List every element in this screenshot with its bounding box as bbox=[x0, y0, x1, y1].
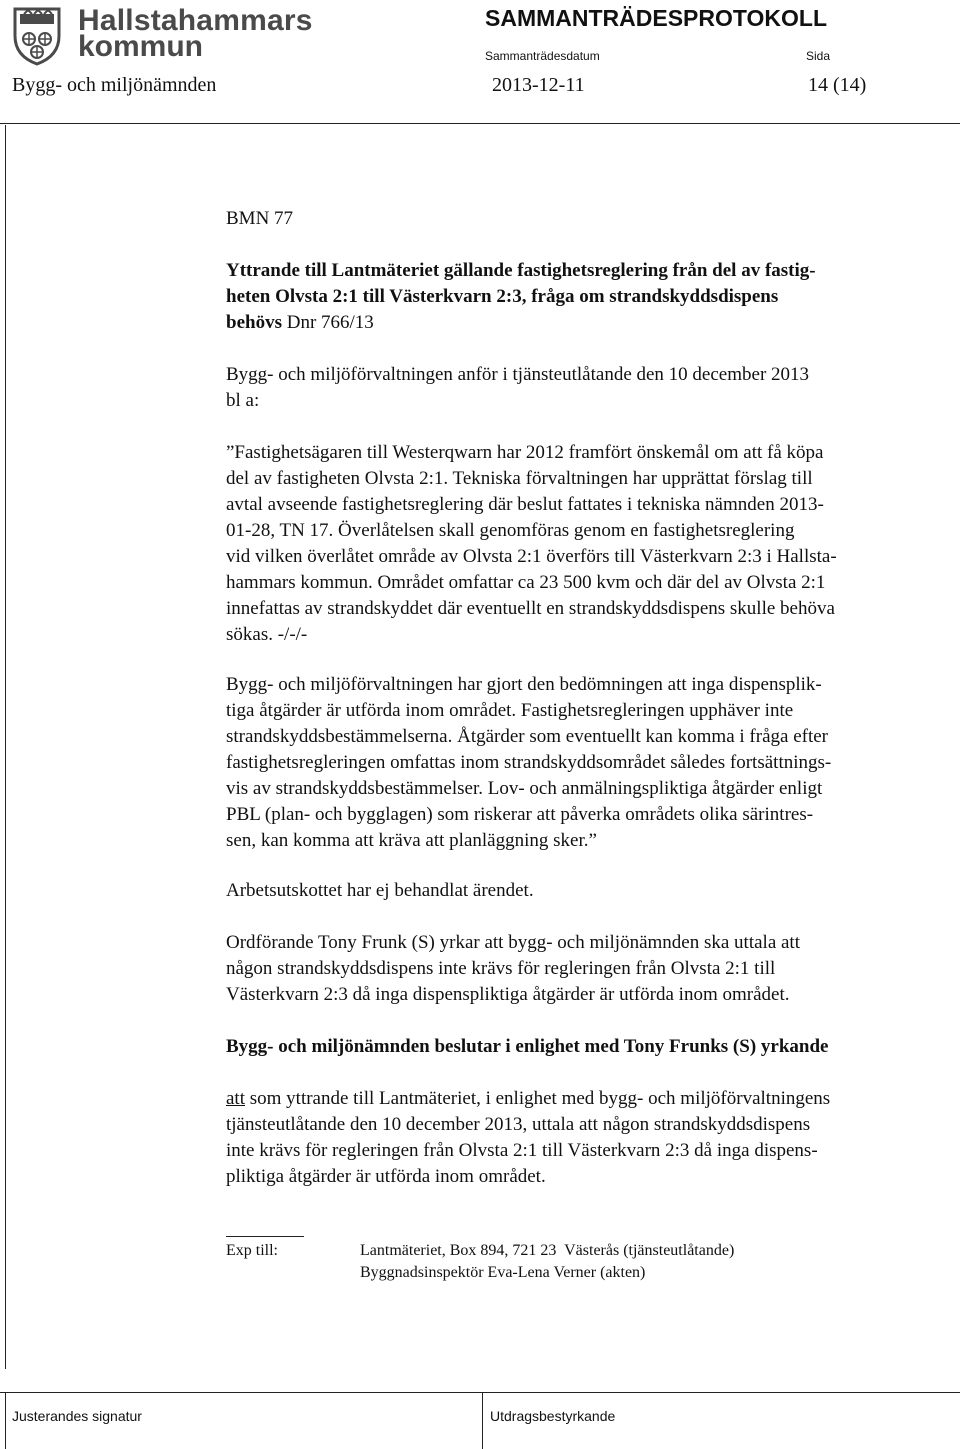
intro-paragraph bbox=[226, 362, 952, 414]
paragraph-line: strandskyddsbestämmelserna. Åtgärder som eventuellt kan komma i fråga efter bbox=[226, 726, 828, 747]
paragraph-line bbox=[226, 1086, 952, 1112]
paragraph-line: Västerkvarn 2:3 då inga dispenspliktiga åtgärder är utförda inom området. bbox=[226, 984, 790, 1005]
footer-middle-border bbox=[482, 1393, 483, 1449]
assessment-paragraph bbox=[226, 672, 952, 854]
section-title-line bbox=[226, 310, 952, 336]
section-title-line: Yttrande till Lantmäteriet gällande fastighetsreglering från del av fastig- bbox=[226, 260, 816, 281]
distribution-recipient: Lantmäteriet, Box 894, 721 23 Västerås (tjänsteutlåtande) bbox=[360, 1242, 735, 1259]
decision-first-line: som yttrande till Lantmäteriet, i enlighet med bygg- och miljöförvaltningens bbox=[245, 1088, 831, 1109]
paragraph-line: vid vilken överlåtet område av Olvsta 2:1 överförs till Västerkvarn 2:3 i Hallsta- bbox=[226, 546, 837, 567]
page-label: Sida bbox=[806, 49, 831, 63]
paragraph-line: pliktiga åtgärder är utförda inom området. bbox=[226, 1166, 546, 1187]
paragraph-line: Ordförande Tony Frunk (S) yrkar att bygg- och miljönämnden ska uttala att bbox=[226, 932, 800, 953]
section-title-line: heten Olvsta 2:1 till Västerkvarn 2:3, fråga om strandskyddsdispens bbox=[226, 286, 779, 307]
case-number: Dnr 766/13 bbox=[281, 312, 374, 333]
document-type-heading: SAMMANTRÄDESPROTOKOLL bbox=[485, 5, 828, 31]
paragraph-line: PBL (plan- och bygglagen) som riskerar att påverka områdets olika särintres- bbox=[226, 804, 814, 825]
paragraph-line: del av fastigheten Olvsta 2:1. Tekniska förvaltningen har upprättat förslag till bbox=[226, 468, 813, 489]
chair-motion-paragraph bbox=[226, 930, 952, 1008]
committee-name: Bygg- och miljönämnden bbox=[12, 74, 217, 96]
meeting-date-label: Sammanträdesdatum bbox=[485, 49, 600, 63]
signature-field-label: Justerandes signatur bbox=[12, 1408, 142, 1424]
left-margin-line bbox=[5, 125, 6, 1369]
distribution-rule bbox=[226, 1236, 304, 1237]
distribution-list bbox=[360, 1240, 734, 1284]
logo-wordmark-line1: Hallstahammars bbox=[78, 4, 313, 37]
section-title bbox=[226, 258, 952, 336]
section-number: BMN 77 bbox=[226, 208, 294, 229]
work-committee-note: Arbetsutskottet har ej behandlat ärendet. bbox=[226, 880, 534, 901]
paragraph-line: hammars kommun. Området omfattar ca 23 500 kvm och där del av Olvsta 2:1 bbox=[226, 572, 826, 593]
paragraph-line: 01-28, TN 17. Överlåtelsen skall genomföras genom en fastighetsreglering bbox=[226, 520, 795, 541]
decision-heading: Bygg- och miljönämnden beslutar i enlighet med Tony Frunks (S) yrkande bbox=[226, 1036, 829, 1057]
paragraph-line: fastighetsregleringen omfattas inom strandskyddsområdet således fortsättnings- bbox=[226, 752, 832, 773]
decision-att-keyword: att bbox=[226, 1088, 245, 1109]
decision-paragraph bbox=[226, 1086, 952, 1190]
paragraph-line: innefattas av strandskyddet där eventuellt en strandskyddsdispens skulle behöva bbox=[226, 598, 835, 619]
paragraph-line: inte krävs för regleringen från Olvsta 2:1 till Västerkvarn 2:3 då inga dispens- bbox=[226, 1140, 818, 1161]
paragraph-line: tiga åtgärder är utförda inom området. Fastighetsregleringen upphäver inte bbox=[226, 700, 794, 721]
paragraph-line: sökas. -/-/- bbox=[226, 624, 308, 645]
page-number: 14 (14) bbox=[808, 74, 867, 96]
distribution-recipient: Byggnadsinspektör Eva-Lena Verner (akten) bbox=[360, 1264, 646, 1281]
meeting-date: 2013-12-11 bbox=[492, 74, 585, 96]
logo-wordmark-line2: kommun bbox=[78, 30, 204, 63]
paragraph-line: avtal avseende fastighetsreglering där beslut fattates i tekniska nämnden 2013- bbox=[226, 494, 824, 515]
quoted-statement bbox=[226, 440, 952, 648]
distribution-label: Exp till: bbox=[226, 1242, 278, 1259]
paragraph-line: tjänsteutlåtande den 10 december 2013, uttala att någon strandskyddsdispens bbox=[226, 1114, 811, 1135]
certification-field-label: Utdragsbestyrkande bbox=[490, 1408, 616, 1424]
footer-left-border bbox=[5, 1393, 6, 1449]
paragraph-line: ”Fastighetsägaren till Westerqwarn har 2012 framfört önskemål om att få köpa bbox=[226, 442, 824, 463]
paragraph-line: sen, kan komma att kräva att planläggning sker.” bbox=[226, 830, 597, 851]
paragraph-line: vis av strandskyddsbestämmelser. Lov- och anmälningspliktiga åtgärder enligt bbox=[226, 778, 823, 799]
municipality-crest-logo bbox=[12, 6, 62, 66]
paragraph-line: Bygg- och miljöförvaltningen anför i tjänsteutlåtande den 10 december 2013 bbox=[226, 364, 810, 385]
header-divider bbox=[0, 123, 960, 124]
paragraph-line: någon strandskyddsdispens inte krävs för regleringen från Olvsta 2:1 till bbox=[226, 958, 776, 979]
section-title-last: behövs bbox=[226, 312, 282, 333]
footer-divider bbox=[0, 1392, 960, 1393]
paragraph-line: Bygg- och miljöförvaltningen har gjort den bedömningen att inga dispensplik- bbox=[226, 674, 822, 695]
paragraph-line: bl a: bbox=[226, 390, 260, 411]
